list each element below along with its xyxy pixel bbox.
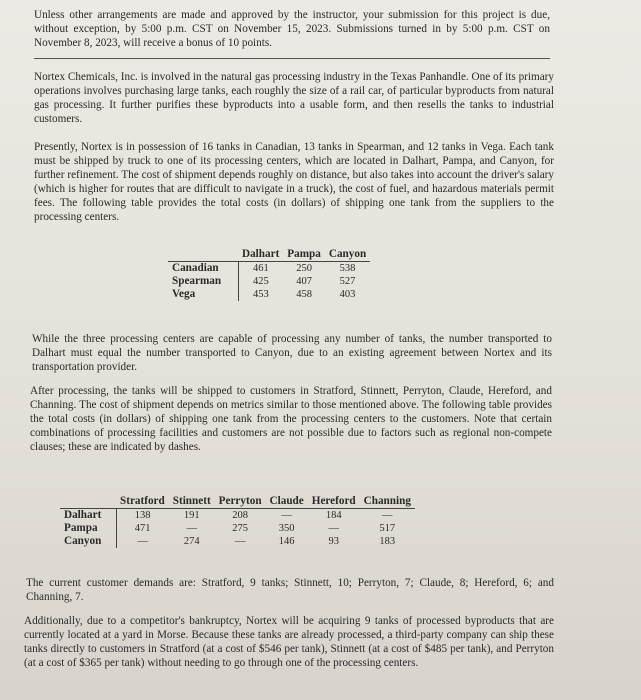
table-cell: 250	[296, 263, 312, 274]
row-label: Dalhart	[60, 509, 116, 523]
table-cell: 138	[134, 510, 151, 521]
supplier-cost-table	[168, 248, 370, 301]
row-label: Pampa	[60, 522, 116, 535]
tanks-paragraph: Presently, Nortex is in possession of 16 tanks in Canadian, 13 tanks in Spearman, and 12 tanks in Vega. Each tank must be shipped by truck to one of its processing centers, which are located in Dalhart, Pampa, and Canyon, for further refinement. The cost of shipment depends roughly on distance, but also takes into account the driver's salary (which is higher for routes that are difficult to navigate in a truck), the cost of fuel, and hazardous materials permit fees. The following table provides the total costs (in dollars) of shipping one tank from the suppliers to the processing centers.	[34, 141, 554, 223]
table-cell: 538	[339, 263, 356, 274]
customers-paragraph: After processing, the tanks will be shipped to customers in Stratford, Stinnett, Perryton, Claude, Hereford, and Channing. The cost of shipment depends on metrics similar to those mentioned above. The following table provides the total costs (in dollars) of shipping one tank from the processing centers to the customers. Note that certain combinations of processing facilities and customers are not possible due to factors such as regional non-compete clauses; these are indicated by dashes.	[30, 385, 552, 453]
divider	[34, 58, 550, 59]
table-cell: 527	[339, 276, 356, 287]
col-header: Pampa	[287, 248, 321, 260]
table-cell: —	[328, 523, 339, 534]
table-cell: 458	[296, 289, 312, 300]
table-cell: 274	[183, 536, 200, 547]
table-cell: —	[234, 536, 246, 547]
table-cell: 403	[339, 289, 356, 300]
demands-paragraph: The current customer demands are: Stratford, 9 tanks; Stinnett, 10; Perryton, 7; Claude, 8; Hereford, 6; and Channing, 7.	[26, 577, 554, 603]
table-cell: 517	[379, 523, 396, 534]
col-header: Channing	[363, 495, 411, 507]
table-cell: 453	[253, 289, 269, 300]
row-label: Spearman	[168, 275, 238, 288]
row-label: Canadian	[168, 262, 238, 276]
agreement-paragraph: While the three processing centers are capable of processing any number of tanks, the number transported to Dalhart must equal the number transported to Canyon, due to an existing agreement between Nortex and its transportation provider.	[32, 333, 552, 373]
col-header: Hereford	[311, 495, 356, 507]
table-cell: —	[186, 523, 197, 534]
col-header: Canyon	[328, 248, 367, 260]
col-header: Claude	[269, 495, 304, 507]
row-label: Vega	[168, 288, 238, 301]
table-cell: 471	[134, 523, 151, 534]
col-header: Stratford	[120, 495, 165, 507]
intro-paragraph: Nortex Chemicals, Inc. is involved in the natural gas processing industry in the Texas Panhandle. One of its primary operations involves purchasing large tanks, each roughly the size of a rail car, of particular byproducts from natural gas processing. It further purifies these byproducts into a usable form, and then resells the tanks to industrial customers.	[34, 71, 554, 125]
row-label: Canyon	[60, 535, 116, 548]
table-cell: 184	[325, 510, 342, 521]
col-header: Stinnett	[172, 495, 211, 507]
table-cell: 350	[278, 523, 295, 534]
bankruptcy-paragraph: Additionally, due to a competitor's bankruptcy, Nortex will be acquiring 9 tanks of processed byproducts that are currently located at a yard in Morse. Because these tanks are already processed, a third-party company can ship these tanks directly to customers in Stratford (at a cost of $546 per tank), Stinnett (at a cost of $485 per tank), and Perryton (at a cost of $365 per tank) without needing to go through one of the processing centers.	[24, 615, 554, 669]
table-cell: 275	[232, 523, 248, 534]
customer-cost-table	[60, 495, 415, 548]
table-cell: —	[281, 510, 292, 521]
table-cell: 208	[232, 510, 248, 521]
deadline-notice: Unless other arrangements are made and approved by the instructor, your submission for this project is due, without exception, by 5:00 p.m. CST on November 15, 2023. Submissions turned in by 5:00 p.m. CST on November 8, 2023, will receive a bonus of 10 points.	[34, 9, 550, 49]
table-cell: 425	[253, 276, 269, 287]
table-cell: —	[137, 536, 148, 547]
table-cell: 407	[296, 276, 312, 287]
col-header: Dalhart	[242, 248, 280, 260]
table-cell: 461	[253, 263, 269, 274]
table-cell: 93	[328, 536, 339, 547]
table-cell: 146	[278, 536, 295, 547]
table-cell: —	[382, 510, 393, 521]
col-header: Perryton	[218, 495, 262, 507]
table-cell: 183	[379, 536, 396, 547]
table-cell: 191	[183, 510, 200, 521]
